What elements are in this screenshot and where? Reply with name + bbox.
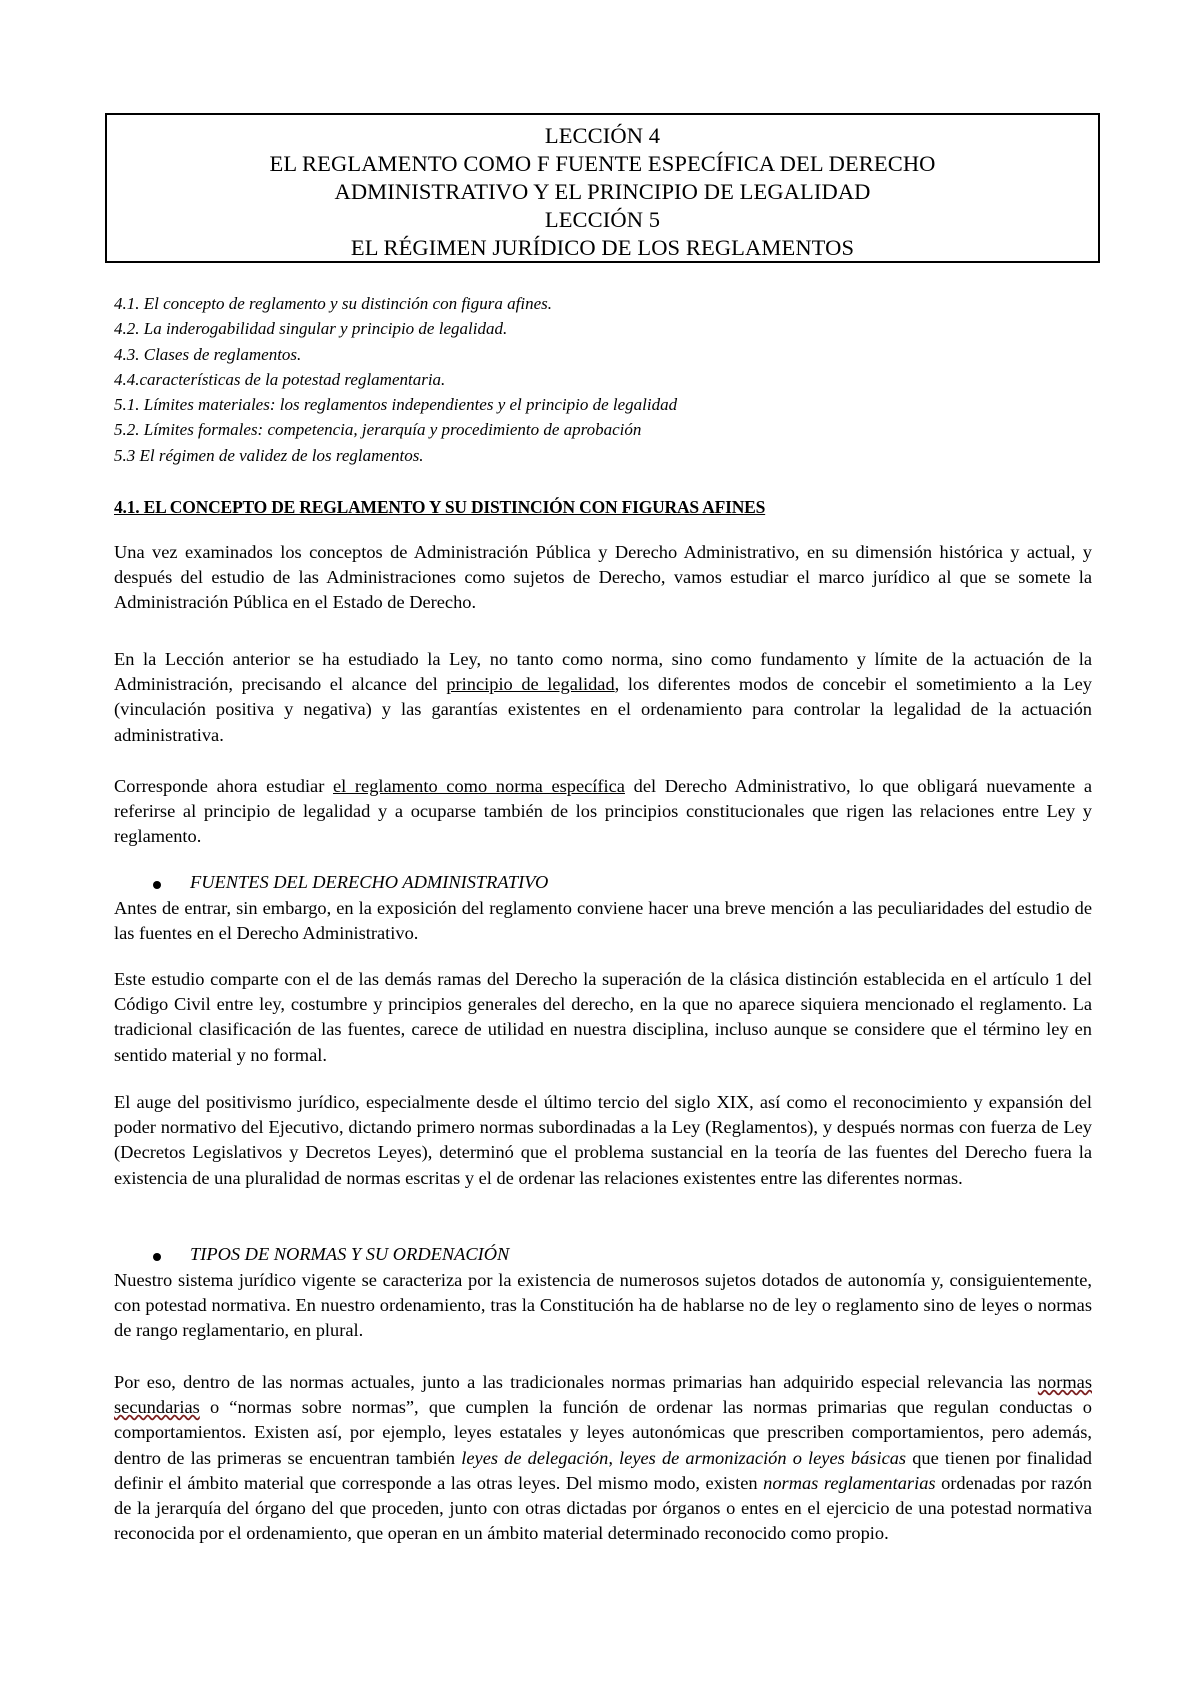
text-span: En la Lección anterior se ha estudiado la Ley, no tanto como norma, sino como fundamento y límite de la actuación de la Administración, precisando el alcance del: [114, 649, 1092, 695]
text-span: que tienen por finalidad definir el ámbito material que corresponde a las otras leyes. Del mismo modo, existen: [114, 1447, 1092, 1493]
bullet-icon: [153, 881, 161, 889]
text-span: ordenadas por razón de la jerarquía del órgano del que proceden, junto con otras dictadas por órganos o entes en el ejercicio de una potestad normativa reconocida por el ordenamiento, que operan en un ámbito material determinado reconocido como propio.: [114, 1472, 1093, 1544]
text-span: o “normas sobre normas”, que cumplen la función de ordenar las normas primarias que regulan conductas o comportamientos. Existen así, por ejemplo, leyes estatales y leyes autonómicas que prescriben comportamientos, pero además, dentro de las primeras se encuentran también: [114, 1397, 1092, 1468]
toc-item: 5.1. Límites materiales: los reglamentos independientes y el principio de legalidad: [114, 395, 678, 415]
paragraph-5: Este estudio comparte con el de las demás ramas del Derecho la superación de la clásica distinción establecida en el artículo 1 del Código Civil entre ley, costumbre y principios generales del derecho, en la que no aparece siquiera mencionado el reglamento. La tradicional clasificación de las fuentes, carece de utilidad en nuestra disciplina, incluso aunque se considere que el término ley en sentido material y no formal.: [114, 969, 1092, 1065]
toc-item: 4.1. El concepto de reglamento y su distinción con figura afines.: [114, 294, 552, 313]
title-line-2: EL REGLAMENTO COMO F FUENTE ESPECÍFICA DEL DERECHO: [269, 151, 936, 176]
table-of-contents: [114, 291, 1074, 468]
toc-item: 5.3 El régimen de validez de los reglamentos.: [114, 445, 424, 465]
paragraph-4: Antes de entrar, sin embargo, en la exposición del reglamento conviene hacer una breve mención a las peculiaridades del estudio de las fuentes en el Derecho Administrativo.: [114, 898, 1092, 944]
section-heading: 4.1. EL CONCEPTO DE REGLAMENTO Y SU DISTINCIÓN CON FIGURAS AFINES: [114, 497, 766, 517]
paragraph-6: El auge del positivismo jurídico, especialmente desde el último tercio del siglo XIX, así como el reconocimiento y expansión del poder normativo del Ejecutivo, dictando primero normas subordinadas a la Ley (Reglamentos), y después normas con fuerza de Ley (Decretos Legislativos y Decretos Leyes), determinó que el problema sustancial en la teoría de las fuentes del Derecho fuera la existencia de una pluralidad de normas escritas y el de ordenar las relaciones existentes entre las diferentes normas.: [114, 1092, 1092, 1188]
paragraph-2: [114, 647, 1092, 748]
title-line-3: ADMINISTRATIVO Y EL PRINCIPIO DE LEGALIDAD: [334, 179, 871, 204]
title-line-1: LECCIÓN 4: [544, 123, 661, 148]
toc-item: 4.4.características de la potestad reglamentaria.: [114, 369, 446, 389]
underlined-term: principio de legalidad: [446, 674, 615, 695]
italic-term: normas reglamentarias: [763, 1472, 936, 1493]
toc-item: 4.2. La inderogabilidad singular y principio de legalidad.: [114, 319, 508, 339]
text-span: , los diferentes modos de concebir el sometimiento a la Ley (vinculación positiva y negativa) y las garantías existentes en el ordenamiento para controlar la legalidad de la actuación administrativa.: [114, 674, 1093, 745]
paragraph-7: Nuestro sistema jurídico vigente se caracteriza por la existencia de numerosos sujetos dotados de autonomía y, consiguientemente, con potestad normativa. En nuestro ordenamiento, tras la Constitución ha de hablarse no de ley o reglamento sino de leyes o normas de rango reglamentario, en plural.: [114, 1270, 1092, 1341]
bullet-icon: [153, 1253, 161, 1261]
bullet-heading-sources: [153, 872, 548, 893]
paragraph-1: Una vez examinados los conceptos de Administración Pública y Derecho Administrativo, en su dimensión histórica y actual, y después del estudio de las Administraciones como sujetos de Derecho, vamos estudiar el marco jurídico al que se somete la Administración Pública en el Estado de Derecho.: [114, 542, 1092, 613]
italic-term: leyes de delegación, leyes de armonización o leyes básicas: [461, 1447, 907, 1468]
text-span: Por eso, dentro de las normas actuales, junto a las tradicionales normas primarias han adquirido especial relevancia las: [114, 1372, 1038, 1392]
title-line-4: LECCIÓN 5: [544, 207, 661, 232]
bullet-heading-norm-types: [153, 1244, 509, 1265]
title-line-5: EL RÉGIMEN JURÍDICO DE LOS REGLAMENTOS: [350, 235, 855, 260]
toc-item: 4.3. Clases de reglamentos.: [114, 344, 302, 364]
spellcheck-term: normas secundarias: [114, 1372, 1092, 1418]
toc-item: 5.2. Límites formales: competencia, jerarquía y procedimiento de aprobación: [114, 420, 642, 440]
paragraph-8: [114, 1370, 1092, 1546]
text-span: Corresponde ahora estudiar: [114, 776, 333, 796]
text-span: del Derecho Administrativo, lo que obligará nuevamente a referirse al principio de legalidad y a ocuparse también de los principios constitucionales que rigen las relaciones entre Ley y reglamento.: [114, 776, 1093, 847]
underlined-term: el reglamento como norma específica: [333, 776, 625, 796]
title-box: [105, 113, 1100, 263]
bullet-label: FUENTES DEL DERECHO ADMINISTRATIVO: [190, 872, 549, 892]
paragraph-3: [114, 774, 1092, 850]
bullet-label: TIPOS DE NORMAS Y SU ORDENACIÓN: [190, 1244, 510, 1264]
